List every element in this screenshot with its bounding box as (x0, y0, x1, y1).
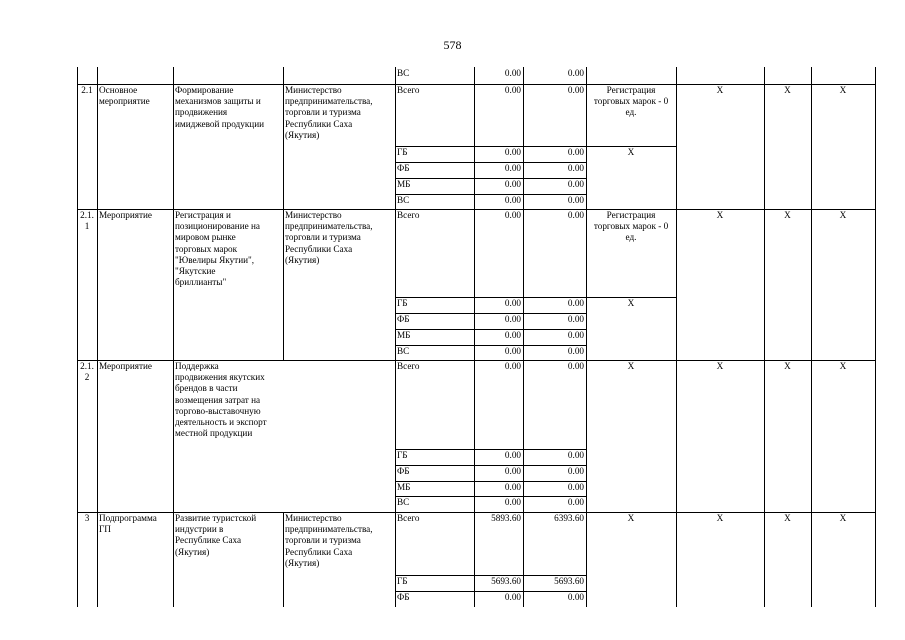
amount-cell: 0.00 (567, 179, 584, 189)
amount-cell: 0.00 (504, 195, 521, 205)
amount-cell: 0.00 (567, 592, 584, 602)
table-border (77, 67, 78, 607)
fin-source-cell: МБ (397, 482, 411, 492)
amount-cell: 6393.60 (554, 513, 584, 523)
x-mark-cell: Х (784, 513, 791, 523)
amount-cell: 0.00 (567, 195, 584, 205)
x-mark-cell: Х (716, 361, 724, 371)
amount-cell: 0.00 (567, 147, 584, 157)
fin-source-cell: ГБ (397, 147, 408, 157)
amount-cell: 0.00 (504, 147, 521, 157)
fin-source-cell: Всего (397, 361, 420, 371)
indicator-cell: Х (627, 147, 635, 157)
activity-type-cell: Основное мероприятие (99, 85, 150, 107)
amount-cell: 0.00 (567, 330, 584, 340)
indicator-cell: Регистрация торговых марок - 0 ед. (593, 210, 669, 243)
row-number-cell: 2.1 (81, 85, 93, 95)
row-number-cell: 2.1. 1 (80, 210, 94, 232)
amount-cell: 0.00 (567, 361, 584, 371)
amount-cell: 0.00 (504, 298, 521, 308)
fin-source-cell: Всего (397, 513, 420, 523)
indicator-cell: Х (627, 513, 635, 523)
x-mark-cell: Х (839, 210, 847, 220)
amount-cell: 0.00 (567, 163, 584, 173)
amount-cell: 0.00 (567, 466, 584, 476)
executor-cell: Министерство предпринимательства, торговли и туризма Республики Саха (Якутия) (285, 210, 373, 265)
amount-cell: 0.00 (567, 450, 584, 460)
x-mark-cell: Х (716, 210, 724, 220)
fin-source-cell: ФБ (397, 466, 410, 476)
amount-cell: 5693.60 (554, 576, 584, 586)
amount-cell: 0.00 (504, 85, 521, 95)
fin-source-cell: МБ (397, 179, 411, 189)
amount-cell: 0.00 (504, 466, 521, 476)
amount-cell: 0.00 (567, 314, 584, 324)
amount-cell: 5893.60 (491, 513, 521, 523)
amount-cell: 0.00 (504, 497, 521, 507)
amount-cell: 0.00 (504, 346, 521, 356)
amount-cell: 5693.60 (491, 576, 521, 586)
fin-source-cell: ГБ (397, 576, 408, 586)
row-number-cell: 2.1. 2 (80, 361, 94, 383)
x-mark-cell: Х (784, 361, 791, 371)
table-border (173, 67, 174, 607)
activity-name-cell: Развитие туристской индустрии в Республике Саха (Якутия) (175, 513, 257, 557)
amount-cell: 0.00 (567, 210, 584, 220)
x-mark-cell: Х (839, 513, 847, 523)
amount-cell: 0.00 (504, 179, 521, 189)
x-mark-cell: Х (784, 85, 791, 95)
amount-cell: 0.00 (567, 68, 584, 78)
amount-cell: 0.00 (504, 163, 521, 173)
executor-cell: Министерство предпринимательства, торговли и туризма Республики Саха (Якутия) (285, 513, 373, 568)
amount-cell: 0.00 (567, 85, 584, 95)
fin-source-cell: ВС (397, 346, 410, 356)
indicator-cell: Регистрация торговых марок - 0 ед. (593, 85, 669, 118)
table-border (764, 67, 765, 607)
fin-source-cell: Всего (397, 210, 420, 220)
fin-source-cell: МБ (397, 330, 411, 340)
fin-source-cell: ВС (397, 68, 410, 78)
amount-cell: 0.00 (504, 482, 521, 492)
fin-source-cell: ГБ (397, 450, 408, 460)
indicator-cell: Х (627, 298, 635, 308)
table-border (283, 67, 284, 360)
amount-cell: 0.00 (567, 346, 584, 356)
table-border (395, 67, 396, 607)
amount-cell: 0.00 (567, 298, 584, 308)
amount-cell: 0.00 (567, 497, 584, 507)
amount-cell: 0.00 (504, 330, 521, 340)
activity-name-cell: Поддержка продвижения якутских брендов в части возмещения затрат на торгово-выставочную деятельность и экспорт местной продукции (175, 361, 267, 439)
amount-cell: 0.00 (567, 482, 584, 492)
page-number: 578 (443, 38, 462, 52)
indicator-cell: Х (627, 361, 635, 371)
table-border (875, 67, 876, 607)
fin-source-cell: ВС (397, 497, 410, 507)
activity-name-cell: Формирование механизмов защиты и продвижения имиджевой продукции (175, 85, 265, 129)
amount-cell: 0.00 (504, 314, 521, 324)
x-mark-cell: Х (716, 85, 724, 95)
row-number-cell: 3 (84, 513, 90, 523)
activity-name-cell: Регистрация и позиционирование на мировом рынке торговых марок "Ювелиры Якутии", "Якутские бриллианты" (175, 210, 261, 288)
fin-source-cell: ФБ (397, 314, 410, 324)
fin-source-cell: ФБ (397, 592, 410, 602)
table-border (97, 67, 98, 607)
fin-source-cell: ВС (397, 195, 410, 205)
x-mark-cell: Х (784, 210, 791, 220)
fin-source-cell: ГБ (397, 298, 408, 308)
activity-type-cell: Подпрограмма ГП (99, 513, 157, 535)
executor-cell: Министерство предпринимательства, торговли и туризма Республики Саха (Якутия) (285, 85, 373, 140)
activity-type-cell: Мероприятие (99, 210, 152, 220)
activity-type-cell: Мероприятие (99, 361, 152, 371)
amount-cell: 0.00 (504, 361, 521, 371)
table-border (811, 67, 812, 607)
table-border (676, 67, 677, 607)
x-mark-cell: Х (839, 361, 847, 371)
table-border (283, 512, 284, 607)
x-mark-cell: Х (839, 85, 847, 95)
amount-cell: 0.00 (504, 68, 521, 78)
fin-source-cell: ФБ (397, 163, 410, 173)
fin-source-cell: Всего (397, 85, 420, 95)
x-mark-cell: Х (716, 513, 724, 523)
amount-cell: 0.00 (504, 210, 521, 220)
amount-cell: 0.00 (504, 592, 521, 602)
amount-cell: 0.00 (504, 450, 521, 460)
